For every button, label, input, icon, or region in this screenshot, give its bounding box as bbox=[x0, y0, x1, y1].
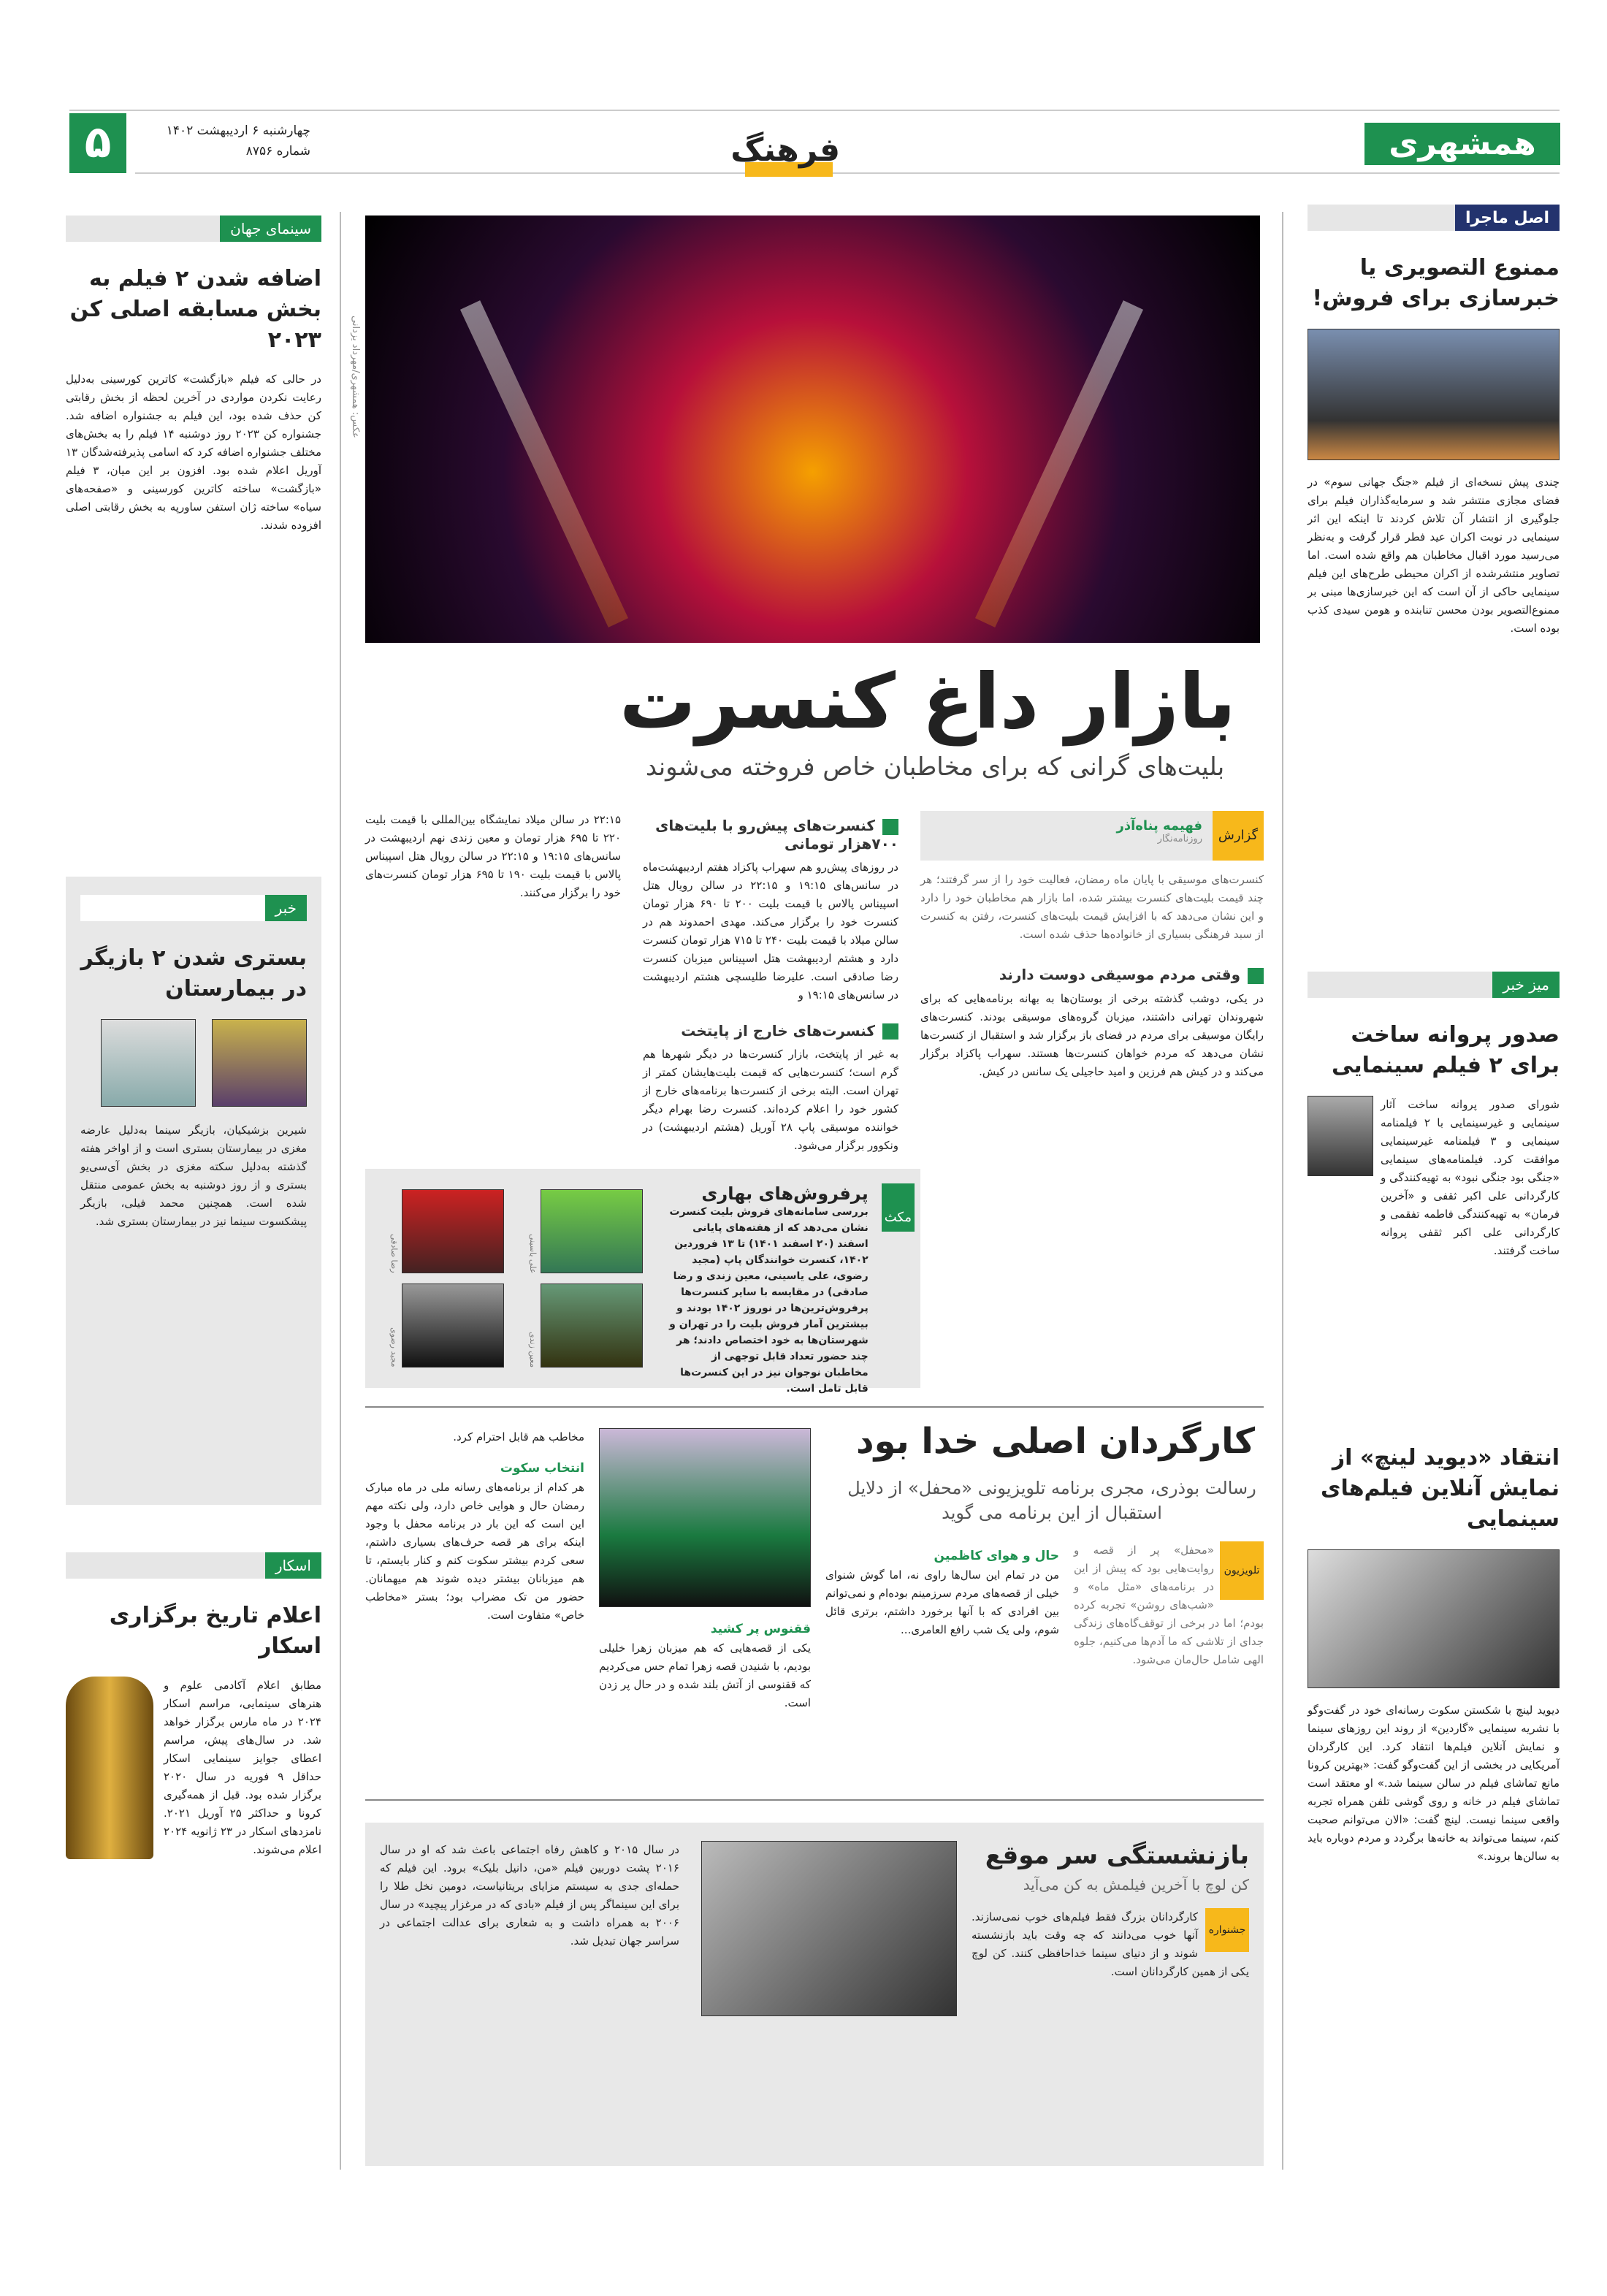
issue-info bbox=[135, 121, 310, 161]
director-photo bbox=[1308, 1096, 1373, 1176]
concert-photo bbox=[365, 216, 1260, 643]
article-title: صدور پروانه ساخت برای ۲ فیلم سینمایی bbox=[1331, 1022, 1560, 1078]
report-column bbox=[920, 811, 1264, 1081]
article-title: اعلام تاریخ برگزاری اسکار bbox=[109, 1603, 321, 1659]
report-lead: کنسرت‌های موسیقی با پایان ماه رمضان، فعالیت خود را از سر گرفتند؛ هر چند قیمت بلیت‌های کنسرت بیشتر شده، اما بازار هم مخاطبان خود را دارد و این نشان می‌دهد که با افزایش قیمت بلیت‌های کنسرت، رفتن به کنسرت از سبد فرهنگی بسیاری از خانواده‌ها حذف شده است. bbox=[920, 873, 1264, 941]
actress-photo bbox=[212, 1019, 307, 1107]
singer-photo: مجید رضوی bbox=[380, 1284, 504, 1368]
article-body: هر کدام از برنامه‌های رسانه ملی در ماه مبارک رمضان حال و هوایی خاص دارد، ولی نکته مهم این است که این بار در برنامه محفل با وجود اینکه برای هر قصه حرف‌های بسیاری داشتم، سعی کردم بیشتر سکوت کنم و کنار بایستم، تا هم میزبانان بیشتر دیده شوند هم میهمانان. حضور من تک مضراب بود؛ بستر «مخاطب خاص» متفاوت است. bbox=[365, 1481, 584, 1622]
article-title: اضافه شدن ۲ فیلم به بخش مسابقه اصلی کن ۲۰۲۳ bbox=[69, 266, 321, 353]
stage-light bbox=[460, 300, 628, 628]
subheading: ققنوس پر کشید bbox=[710, 1622, 811, 1636]
tv-tag: تلویزیون bbox=[1220, 1541, 1264, 1600]
host-photo bbox=[599, 1428, 811, 1607]
tv-col-4 bbox=[365, 1428, 584, 1625]
concert-column bbox=[643, 811, 898, 1155]
author-name: فهیمه پناه‌آذر bbox=[1116, 818, 1202, 834]
report-tag: گزارش bbox=[1213, 811, 1264, 861]
tv-headline: کارگردان اصلی خدا بود bbox=[855, 1421, 1256, 1462]
article-body: دیوید لینچ با شکستن سکوت رسانه‌ای خود در گفت‌وگو با نشریه سینمایی «گاردین» از روند این روزهای سینما و نمایش آنلاین فیلم‌ها انتقاد کرد. این کارگردان آمریکایی در بخشی از این گفت‌وگو گفت: «بهترین کرونا مانع تماشای فیلم در سالن سینما شد.» او معتقد است تماشای فیلم در خانه و روی گوشی تلفن همراه تجربه واقعی سینما نیست. لینچ گفت: «الان می‌توانم صحبت کنم، سینما می‌تواند به خانه‌ها برگردد و مردم دوباره باید به سالن‌ها بروند.» bbox=[1308, 1704, 1560, 1863]
loach-tag: جشنواره bbox=[1205, 1908, 1249, 1952]
article-body: ۲۲:۱۵ در سالن میلاد نمایشگاه بین‌المللی با قیمت بلیت ۲۲۰ تا ۶۹۵ هزار تومان و معین زندی نهم اردیبهشت در سانس‌های ۱۹:۱۵ و ۲۲:۱۵ در سالن رویال هتل اسپیناس پالاس با قیمت بلیت ۱۹۰ تا ۶۹۵ هزار تومان کنسرت‌های خود را برگزار می‌کنند. bbox=[365, 813, 622, 899]
box-tag: مکث bbox=[882, 1183, 915, 1232]
box-title: پرفروش‌های بهاری bbox=[701, 1183, 869, 1204]
article-body: مخاطب هم قابل احترام کرد. bbox=[453, 1430, 584, 1443]
article-body: در روزهای پیش‌رو هم سهراب پاکزاد هفتم اردیبهشت‌ماه در سانس‌های ۱۹:۱۵ و ۲۲:۱۵ در سالن رویال هتل اسپیناس پالاس با قیمت بلیت ۲۰۰ تا ۶۹۰ هزار تومان کنسرت خود را برگزار می‌کند. مهدی احمدوند هم در سالن میلاد با قیمت بلیت ۲۴۰ تا ۷۱۵ هزار تومان کنسرت دارد و هشتم اردیبهشت هتل اسپیناس میزبان کنسرت رضا صادقی است. علیرضا طلیسچی هشتم اردیبهشت در سانس‌های ۱۹:۱۵ و bbox=[643, 860, 899, 1002]
tv-col-3 bbox=[599, 1614, 811, 1712]
article-body: در یکی، دوشب گذشته برخی از بوستان‌ها به بهانه برنامه‌هایی که برای شهروندان تهرانی داشتند، میزبان گروه‌های موسیقی بودند. کنسرت‌های رایگان موسیقی برای مردم در فضای باز برگزار شد و استقبال از کنسرت‌ها نشان می‌دهد که مردم خواهان کنسرت‌ها هستند. سهراب پاکزاد برگزار می‌کند و در کیش هم فرزین و امید حاجیلی یک سانس در کیش. bbox=[920, 991, 1264, 1078]
article-title: بستری شدن ۲ بازیگر در بیمارستان bbox=[80, 945, 307, 1002]
concert-continued bbox=[365, 811, 621, 902]
photo-credit: عکس: همشهری/مهرداد یزدانی bbox=[350, 316, 361, 438]
subheading: کنسرت‌های پیش‌رو با بلیت‌های ۷۰۰هزار تومانی bbox=[643, 817, 898, 853]
section-tag: میز خبر bbox=[1492, 972, 1560, 998]
loach-headline: بازنشستگی سر موقع bbox=[985, 1841, 1249, 1870]
issue-date: چهارشنبه ۶ اردیبهشت ۱۴۰۲ bbox=[166, 123, 310, 138]
tv-intro: «محفل» پر از قصه و روایت‌هایی بود که پیش از این در برنامه‌های «مثل ماه» و «شب‌های روشن» تجربه کرده بودم؛ اما در برخی از توقف‌گاه‌های زندگی جدای از تلاشی که ما آدم‌ها می‌کنیم، جلوه الهی شامل حال‌مان می‌شود. bbox=[1074, 1544, 1264, 1666]
article-cannes bbox=[66, 216, 321, 535]
bestsellers-box bbox=[365, 1169, 920, 1395]
section-tag: سینمای جهان bbox=[220, 216, 321, 242]
main-subheadline: بلیت‌های گرانی که برای مخاطبان خاص فروخته می‌شوند bbox=[645, 752, 1225, 782]
loach-box bbox=[365, 1823, 1264, 2166]
subheading: وقتی مردم موسیقی دوست دارند bbox=[920, 966, 1264, 984]
section-title: فرهنگ bbox=[730, 131, 840, 169]
article-body: شیرین بزشیکیان، بازیگر سینما به‌دلیل عارضه مغزی در بیمارستان بستری است و از اواخر هفته گذشته به‌دلیل سکته مغزی در بخش آی‌سی‌یو بستری و از روز دوشنبه به بخش عمومی منتقل شده است. همچنین محمد فیلی، بازیگر پیشکسوت سینما نیز در بیمارستان بستری شد. bbox=[80, 1124, 307, 1228]
tv-col-2 bbox=[825, 1541, 1059, 1639]
oscar-statue-image bbox=[66, 1677, 153, 1859]
singer-photo: معین زندی bbox=[519, 1284, 643, 1368]
article-body: در سال ۲۰۱۵ و کاهش رفاه اجتماعی باعث شد که او در سال ۲۰۱۶ پشت دوربین فیلم «من، دانیل بلیک» برود. این فیلم که حمله‌ای جدی به سیستم مزایای بریتانیاست، دومین نخل طلا را برای این سینماگر پس از فیلم «بادی که در مرغزار پیچید» در سال ۲۰۰۶ به همراه داشت و به شعاری برای عدالت اجتماعی در سراسر جهان تبدیل شد. bbox=[380, 1843, 679, 1948]
article-lynch bbox=[1308, 1443, 1560, 1866]
article-body: در حالی که فیلم «بازگشت» کاترین کورسینی به‌دلیل رعایت نکردن مواردی در آخرین لحظه از بخش رقابتی کن حذف شده بود، این فیلم به جشنواره اضافه شد. جشنواره کن ۲۰۲۳ روز دوشنبه ۱۴ فیلم را به بخش‌های مختلف جشنواره اضافه کرد که اسامی پذیرفته‌شدگان ۱۳ آوریل اعلام شده بود. افزون بر این میان، ۳ فیلم «بازگشت» ساخته کاترین کورسینی و «صفحه‌های سیاه» ساخته ژان استفن ساورپه به بخش رقابتی اصلی افزوده شدند. bbox=[66, 373, 321, 532]
main-headline: بازار داغ کنسرت bbox=[619, 657, 1236, 746]
subheading: کنسرت‌های خارج از پایتخت bbox=[643, 1022, 898, 1040]
billboard-photo bbox=[1308, 329, 1560, 460]
author-role: روزنامه‌نگار bbox=[1157, 834, 1202, 844]
article-body: یکی از قصه‌هایی که هم میزبان زهرا خلیلی بودیم، با شنیدن قصه زهرا تمام حس می‌کردیم که ققنوسی از آتش بلند شده و در حال پر زدن است. bbox=[599, 1641, 811, 1709]
loach-subheadline: کن لوچ با آخرین فیلمش به کن می‌آید bbox=[1023, 1876, 1249, 1893]
newspaper-logo: همشهری bbox=[1364, 123, 1560, 165]
article-asl bbox=[1308, 197, 1560, 638]
subheading: انتخاب سکوت bbox=[500, 1461, 584, 1476]
tv-subheadline: رسالت بوذری، مجری برنامه تلویزیونی «محفل» از دلایل استقبال از این برنامه می گوید bbox=[847, 1478, 1256, 1523]
article-body: من در تمام این سال‌ها راوی نه، اما گوش شنوای خیلی از قصه‌های مردم سرزمینم بوده‌ام و نمی‌توانم بین افرادی که با آنها برخورد داشتم، برتری قائل شوم، ولی یک شب رافع العامری... bbox=[825, 1568, 1059, 1636]
page-number: ۵ bbox=[69, 113, 126, 173]
tv-col-1 bbox=[1074, 1541, 1264, 1669]
article-permit bbox=[1308, 972, 1560, 1260]
subheading: حال و هوای کاظمین bbox=[934, 1549, 1059, 1563]
article-oscar bbox=[66, 1552, 321, 1859]
article-body: مطابق اعلام آکادمی علوم و هنرهای سینمایی، مراسم اسکار ۲۰۲۴ در ماه مارس برگزار خواهد شد. در سال‌های پیش، مراسم اعطای جوایز سینمایی اسکار حداقل ۹ فوریه در سال ۲۰۲۰ برگزار شده بود. قبل از همه‌گیری کرونا و حداکثر ۲۵ آوریل ۲۰۲۱. نامزدهای اسکار در ۲۳ ژانویه ۲۰۲۴ اعلام می‌شوند. bbox=[164, 1679, 321, 1856]
box-body: بررسی سامانه‌های فروش بلیت کنسرت نشان می‌دهد که از هفته‌های پایانی اسفند (۲۰ اسفند ۱۴۰۱) تا ۱۳ فروردین ۱۴۰۲، کنسرت خوانندگان پاپ (مجید رضوی، علی یاسینی، معین زندی و رضا صادقی) در مقایسه با سایر کنسرت‌ها پرفروش‌ترین‌ها در نوروز ۱۴۰۲ بودند و بیشترین آمار فروش بلیت را در تهران و شهرستان‌ها به خود اختصاص دادند؛ هر چند حضور تعداد قابل توجهی از مخاطبان نوجوان نیز در این کنسرت‌ها قابل تامل است. bbox=[669, 1206, 869, 1395]
article-body: چندی پیش نسخه‌ای از فیلم «جنگ جهانی سوم» در فضای مجازی منتشر شد و سرمایه‌گذاران فیلم برای جلوگیری از انتشار آن تلاش کردند تا اینکه این اثر سینمایی در نوبت اکران عید فطر قرار گرفت و به‌نظر می‌رسید مورد اقبال مخاطبان هم واقع شده است. اما تصاویر منتشرشده از اکران محیطی طرح‌های این فیلم سینمایی حاکی از آن است که این خبرسازی‌ها مبنی بر ممنوع‌التصویر بودن محسن تنابنده و هومن سیدی کذب بوده است. bbox=[1308, 476, 1560, 635]
ken-loach-photo bbox=[701, 1841, 957, 2016]
actor-photo bbox=[101, 1019, 196, 1107]
article-body: شورای صدور پروانه ساخت آثار سینمایی و غیرسینمایی با ۲ فیلمنامه سینمایی و ۳ فیلمنامه غیرسینمایی موافقت کرد. فیلمنامه‌های سینمایی «جنگی بود جنگی نبود» به تهیه‌کنندگی و کارگردانی علی اکبر ثقفی و «آخرین فرمان» به تهیه‌کنندگی فاطمه تفقمی و کارگردانی علی اکبر ثقفی پروانه ساخت گرفتند. bbox=[1381, 1098, 1560, 1257]
section-tag: اسکار bbox=[265, 1552, 321, 1579]
article-hospital bbox=[66, 877, 321, 1505]
section-tag: اصل ماجرا bbox=[1455, 205, 1560, 231]
stage-light bbox=[975, 300, 1143, 628]
singer-photo: علی یاسینی bbox=[519, 1189, 643, 1273]
issue-number: شماره ۸۷۵۶ bbox=[245, 144, 310, 159]
singer-photo: رضا صادقی bbox=[380, 1189, 504, 1273]
section-tag: خبر bbox=[265, 895, 307, 921]
article-body: به غیر از پایتخت، بازار کنسرت‌ها در دیگر شهرها هم گرم است؛ کنسرت‌هایی که قیمت بلیت‌هایشان کمتر از تهران است. البته برخی از کنسرت‌ها برنامه‌های خارج از کشور خود را اعلام کرده‌اند. کنسرت رضا بهرام دیگر خواننده موسیقی پاپ ۲۸ آوریل (هشتم اردیبهشت) در ونکوور برگزار می‌شود. bbox=[643, 1048, 899, 1152]
article-title: ممنوع التصویری یا خبرسازی برای فروش! bbox=[1312, 255, 1560, 311]
article-body: کارگردانان بزرگ فقط فیلم‌های خوب نمی‌سازند. آنها خوب می‌دانند که چه وقت باید بازنشسته شوند و از دنیای سینما خداحافظی کنند. کن لوچ یکی از همین کارگردانان است. bbox=[972, 1910, 1249, 1978]
article-title: انتقاد «دیوید لینچ» از نمایش آنلاین فیلم‌های سینمایی bbox=[1320, 1445, 1560, 1532]
david-lynch-photo bbox=[1308, 1549, 1560, 1688]
